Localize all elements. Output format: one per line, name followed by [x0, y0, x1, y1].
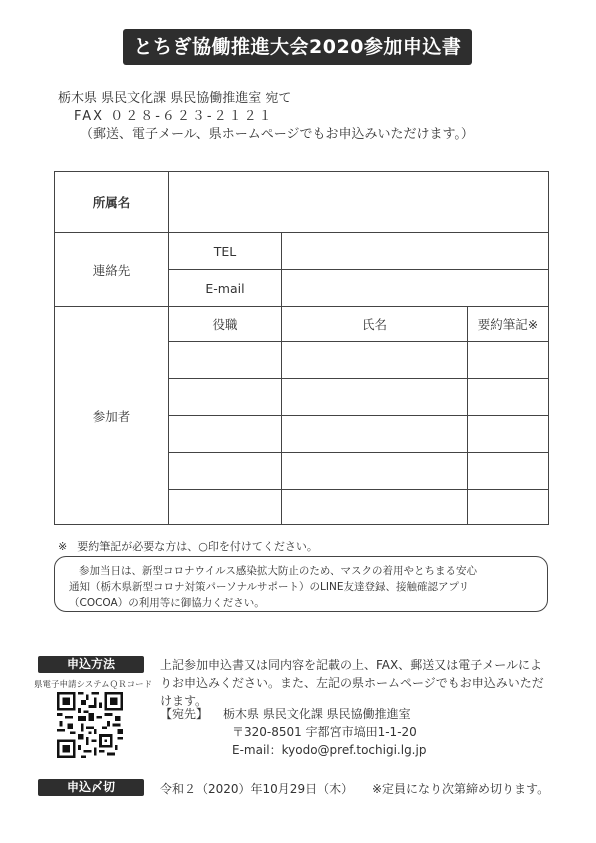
- email-field[interactable]: [282, 270, 549, 307]
- destination-email[interactable]: E-mail：kyodo@pref.tochigi.lg.jp: [232, 743, 427, 757]
- qr-code[interactable]: [57, 692, 123, 758]
- column-header-summary-writing: 要約筆記※: [468, 307, 549, 342]
- position-field[interactable]: [169, 490, 282, 525]
- deadline-note: ※定員になり次第締め切ります。: [372, 782, 550, 796]
- destination-name: 栃木県 県民文化課 県民協働推進室: [223, 707, 411, 721]
- fax-number: FAX ０２８-６２３-２１２１: [74, 109, 274, 124]
- position-field[interactable]: [169, 453, 282, 490]
- page-title: とちぎ協働推進大会2020参加申込書: [123, 29, 472, 65]
- contact-label: 連絡先: [55, 233, 169, 307]
- notice-line: （COCOA）の利用等に御協力ください。: [69, 597, 265, 609]
- tel-field[interactable]: [282, 233, 549, 270]
- deadline-date: 令和２（2020）年10月29日（木）: [160, 782, 354, 796]
- covid-notice-box: [54, 556, 548, 612]
- application-form-table: [54, 171, 549, 525]
- summary-writing-field[interactable]: [468, 453, 549, 490]
- summary-writing-field[interactable]: [468, 490, 549, 525]
- summary-writing-field[interactable]: [468, 379, 549, 416]
- deadline-label: 申込〆切: [38, 779, 144, 796]
- position-field[interactable]: [169, 416, 282, 453]
- destination-postal-address: 〒320-8501 宇都宮市塙田1-1-20: [232, 725, 417, 739]
- position-field[interactable]: [169, 379, 282, 416]
- method-line: りお申込みください。また、左記の県ホームページでもお申込みいただ: [160, 676, 544, 690]
- position-field[interactable]: [169, 342, 282, 379]
- method-line: けます。: [160, 694, 208, 708]
- name-field[interactable]: [282, 453, 468, 490]
- notice-line: 参加当日は、新型コロナウイルス感染拡大防止のため、マスクの着用やとちまる安心: [79, 565, 477, 577]
- notice-line: 通知（栃木県新型コロナ対策パーソナルサポート）のLINE友達登録、接触確認アプリ: [69, 581, 470, 593]
- destination-label: 【宛先】: [160, 707, 209, 721]
- tel-label: TEL: [169, 233, 282, 270]
- email-label: E-mail: [169, 270, 282, 307]
- name-field[interactable]: [282, 342, 468, 379]
- footnote-mark: ※: [58, 540, 68, 553]
- participants-label: 参加者: [55, 307, 169, 525]
- affiliation-label: 所属名: [55, 172, 169, 233]
- column-header-position: 役職: [169, 307, 282, 342]
- recipient-address: 栃木県 県民文化課 県民協働推進室 宛て: [58, 91, 292, 106]
- affiliation-field[interactable]: [169, 172, 549, 233]
- qr-caption: 県電子申請システムＱＲコード: [34, 680, 153, 690]
- application-method-label: 申込方法: [38, 656, 144, 673]
- summary-writing-field[interactable]: [468, 416, 549, 453]
- column-header-name: 氏名: [282, 307, 468, 342]
- method-line: 上記参加申込書又は同内容を記載の上、FAX、郵送又は電子メールによ: [160, 658, 542, 672]
- summary-writing-footnote: [58, 538, 318, 554]
- name-field[interactable]: [282, 490, 468, 525]
- name-field[interactable]: [282, 379, 468, 416]
- submission-methods-note: （郵送、電子メール、県ホームページでもお申込みいただけます。）: [80, 127, 474, 142]
- application-method-text: [160, 656, 544, 710]
- footnote-text: 要約筆記が必要な方は、○印を付けてください。: [77, 540, 318, 553]
- summary-writing-field[interactable]: [468, 342, 549, 379]
- name-field[interactable]: [282, 416, 468, 453]
